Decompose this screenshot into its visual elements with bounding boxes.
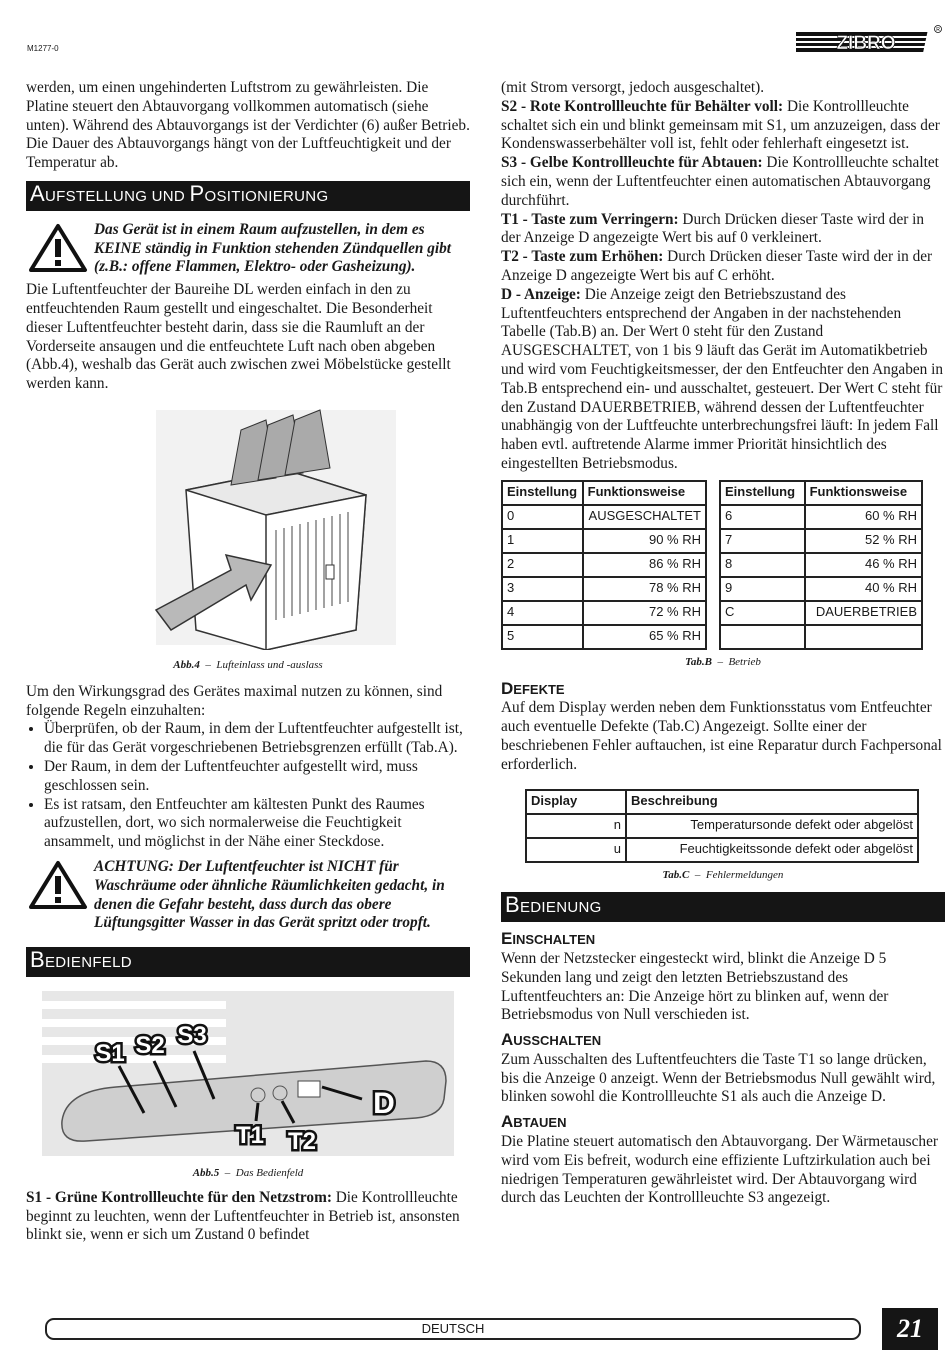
list-item: • Überprüfen, ob der Raum, in dem der Luftentfeuchter aufgestellt ist, die für das Gerät vorgeschriebenen Betriebsgrenzen erfüllt (Tab.A). bbox=[44, 720, 470, 758]
svg-text:T2: T2 bbox=[287, 1127, 317, 1155]
intro-paragraph: werden, um einen ungehinderten Luftstrom zu gewährleisten. Die Platine steuert den Abtauvorgang vollkommen automatisch (siehe unten). Während des Abtauvorgangs ist der Verdichter (6) außer Betrieb. Die Dauer des Abtauvorgangs hängt von der Luftfeuchtigkeit und der Temperatur ab. bbox=[26, 79, 470, 172]
page-number: 21 bbox=[882, 1308, 938, 1350]
abtauen-paragraph: Die Platine steuert automatisch den Abtauvorgang. Der Wärmetauscher wird vom Eis befreit, wodurch eine effiziente Luftzirkulation auch bei niedrigen Temperaturen gewährleistet wird. Der Abtauvorgang wird durch das Leuchten der Kontrollleuchte S3 angezeigt. bbox=[501, 1133, 938, 1207]
warning-washrooms: ACHTUNG: Der Luftentfeuchter ist NICHT für Waschräume oder ähnliche Räumlichkeiten gedacht, in denen die Gefahr besteht, dass durch das obere Lüftungsgitter Wasser in das Gerät spritzt oder tropft. bbox=[26, 858, 470, 933]
table-row: 7 52 % RH bbox=[720, 529, 922, 553]
heading-einschalten: EINSCHALTEN bbox=[501, 929, 596, 949]
ausschalten-paragraph: Zum Ausschalten des Luftentfeuchters die Taste T1 so lange drücken, bis die Anzeige 0 anzeigt. Wenn der Betriebsmodus Null gewählt wird, blinken sowohl die Kontrollleuchte S1 als auch die Anzeige D. bbox=[501, 1050, 936, 1106]
svg-text:S2: S2 bbox=[135, 1031, 165, 1059]
table-row: 0 AUSGESCHALTET bbox=[502, 505, 706, 529]
t2-description: T2 - Taste zum Erhöhen: Durch Drücken dieser Taste wird der in der Anzeige D angezeigte Wert bis auf C erhöht. bbox=[501, 248, 933, 284]
table-row: 5 65 % RH bbox=[502, 625, 706, 649]
table-c-caption: Tab.C – Fehlermeldungen bbox=[662, 868, 784, 881]
svg-text:R: R bbox=[936, 27, 940, 33]
heading-ausschalten: AUSSCHALTEN bbox=[501, 1030, 602, 1050]
svg-text:S1: S1 bbox=[95, 1039, 125, 1067]
figure-control-panel bbox=[26, 991, 470, 1156]
s1-continued: (mit Strom versorgt, jedoch ausgeschaltet). bbox=[501, 79, 765, 96]
left-column bbox=[26, 79, 470, 1245]
table-b-right: Einstellung Funktionsweise 6 60 % RH 7 52 % RH 8 46 % RH 9 40 % RH C DAUERBETRIEB bbox=[719, 480, 923, 650]
installation-paragraph: Die Luftentfeuchter der Baureihe DL werden einfach in den zu entfeuchtenden Raum gestellt und eingeschaltet. Die Besonderheit dieser Luftentfeuchter besteht darin, dass sie die Raumluft an der Vorderseite ansaugen und die entfeuchtete Luft nach oben abgeben (Abb.4), weshalb das Gerät auch zwischen zwei Möbelstücke gestellt werden kann. bbox=[26, 281, 451, 393]
rules-list bbox=[26, 720, 470, 852]
table-row: 2 86 % RH bbox=[502, 553, 706, 577]
rules-intro: Um den Wirkungsgrad des Gerätes maximal nutzen zu können, sind folgende Regeln einzuhalten: bbox=[26, 682, 443, 719]
table-row: 9 40 % RH bbox=[720, 577, 922, 601]
brand-logo bbox=[796, 20, 944, 60]
figure5-caption: Abb.5 – Das Bedienfeld bbox=[192, 1166, 304, 1179]
footer-language-bar: DEUTSCH bbox=[45, 1318, 861, 1340]
table-b-wrapper bbox=[501, 480, 945, 650]
table-b-left: Einstellung Funktionsweise 0 AUSGESCHALTET 1 90 % RH 2 86 % RH 3 78 % RH 4 72 % RH 5 65 % RH bbox=[501, 480, 707, 650]
table-row: 3 78 % RH bbox=[502, 577, 706, 601]
table-row: 4 72 % RH bbox=[502, 601, 706, 625]
warning-ignition: Das Gerät ist in einem Raum aufzustellen, in dem es KEINE ständig in Funktion stehenden Zündquellen gibt (z.B.: offene Flammen, Elektro- oder Gasheizung). bbox=[26, 221, 470, 277]
heading-aufstellung: AUFSTELLUNG UND POSITIONIERUNG bbox=[26, 181, 470, 211]
list-item: • Der Raum, in dem der Luftentfeuchter aufgestellt wird, muss geschlossen sein. bbox=[44, 758, 470, 796]
heading-bedienfeld: BEDIENFELD bbox=[26, 947, 470, 977]
s3-description: S3 - Gelbe Kontrollleuchte für Abtauen: Die Kontrollleuchte schaltet sich ein, wenn der Luftentfeuchter einen automatischen Abtauvorgang durchführt. bbox=[501, 154, 939, 209]
document-code: M1277-0 bbox=[27, 44, 59, 53]
list-item: • Es ist ratsam, den Entfeuchter am kältesten Punkt des Raumes aufzustellen, dort, wo sich normalerweise die Feuchtigkeit ansammelt, und möglichst in der Nähe einer Steckdose. bbox=[44, 796, 470, 852]
table-row: u Feuchtigkeitssonde defekt oder abgelöst bbox=[526, 838, 918, 862]
table-row: 6 60 % RH bbox=[720, 505, 922, 529]
s1-description: S1 - Grüne Kontrollleuchte für den Netzstrom: Die Kontrollleuchte beginnt zu leuchten, wenn der Luftentfeuchter in Betrieb ist, ansonsten blinkt sie, wenn er sich um Zustand 0 befindet bbox=[26, 1188, 460, 1244]
svg-text:S3: S3 bbox=[177, 1021, 207, 1049]
figure-air-flow bbox=[26, 400, 470, 650]
table-b-caption: Tab.B – Betrieb bbox=[685, 655, 761, 668]
t1-description: T1 - Taste zum Verringern: Durch Drücken dieser Taste wird der in der Anzeige D angezeigte Wert bis auf 0 verkleinert. bbox=[501, 210, 925, 247]
heading-bedienung: BEDIENUNG bbox=[501, 892, 945, 922]
warning-icon bbox=[28, 223, 88, 273]
table-c: Display Beschreibung n Temperatursonde defekt oder abgelöst u Feuchtigkeitssonde defekt oder abgelöst bbox=[525, 789, 919, 863]
einschalten-paragraph: Wenn der Netzstecker eingesteckt wird, blinkt die Anzeige D 5 Sekunden lang und zeigt den letzten Betriebszustand des Luftentfeuchters an: Die Anzeige hört zu blinken auf, wenn der Betriebsmodus von Null verschieden ist. bbox=[501, 949, 889, 1024]
table-row: 8 46 % RH bbox=[720, 553, 922, 577]
table-row: n Temperatursonde defekt oder abgelöst bbox=[526, 814, 918, 838]
figure4-caption: Abb.4 – Lufteinlass und -auslass bbox=[173, 658, 323, 671]
table-row: 1 90 % RH bbox=[502, 529, 706, 553]
s2-description: S2 - Rote Kontrollleuchte für Behälter voll: Die Kontrollleuchte schaltet sich ein und blinkt gemeinsam mit S1, um anzuzeigen, dass der Kondenswasserbehälter voll ist, fehlt oder fehlerhaft eingesetzt ist. bbox=[501, 97, 940, 153]
svg-text:D: D bbox=[373, 1086, 395, 1120]
right-column bbox=[501, 79, 945, 1208]
d-description: D - Anzeige: Die Anzeige zeigt den Betriebszustand des Luftentfeuchters entsprechend der Angaben in der nachstehenden Tabelle (Tab.B) an. Der Wert 0 steht für den Zustand AUSGESCHALTET, von 1 bis 9 läuft das Gerät im Automatikbetrieb und wird vom Feuchtigkeitsmesser, der den Entfeuchter den Angaben in Tab.B entsprechend ein- und ausschaltet, gesteuert. Der Wert C steht für den Zustand DAUERBETRIEB, während dessen der Luftentfeuchter unabhängig von der Luftfeuchte unterbrechungsfrei läuft: In jedem Fall haben evtl. auftretende Alarme immer Priorität hinsichtlich des eingestellten Betriebsmodus. bbox=[501, 285, 944, 472]
warning-icon bbox=[28, 860, 88, 910]
defekte-paragraph: Auf dem Display werden neben dem Funktionsstatus vom Entfeuchter auch eventuelle Defekte (Tab.C) Angezeigt. Sollte einer der beschriebenen Fehler auftauchen, ist eine Reparatur durch Fachpersonal erforderlich. bbox=[501, 699, 942, 773]
table-row: C DAUERBETRIEB bbox=[720, 601, 922, 625]
heading-defekte: DEFEKTE bbox=[501, 678, 565, 698]
heading-abtauen: ABTAUEN bbox=[501, 1112, 567, 1132]
svg-text:ZIBRO: ZIBRO bbox=[836, 33, 896, 54]
table-row bbox=[720, 625, 922, 649]
svg-text:T1: T1 bbox=[235, 1121, 265, 1149]
